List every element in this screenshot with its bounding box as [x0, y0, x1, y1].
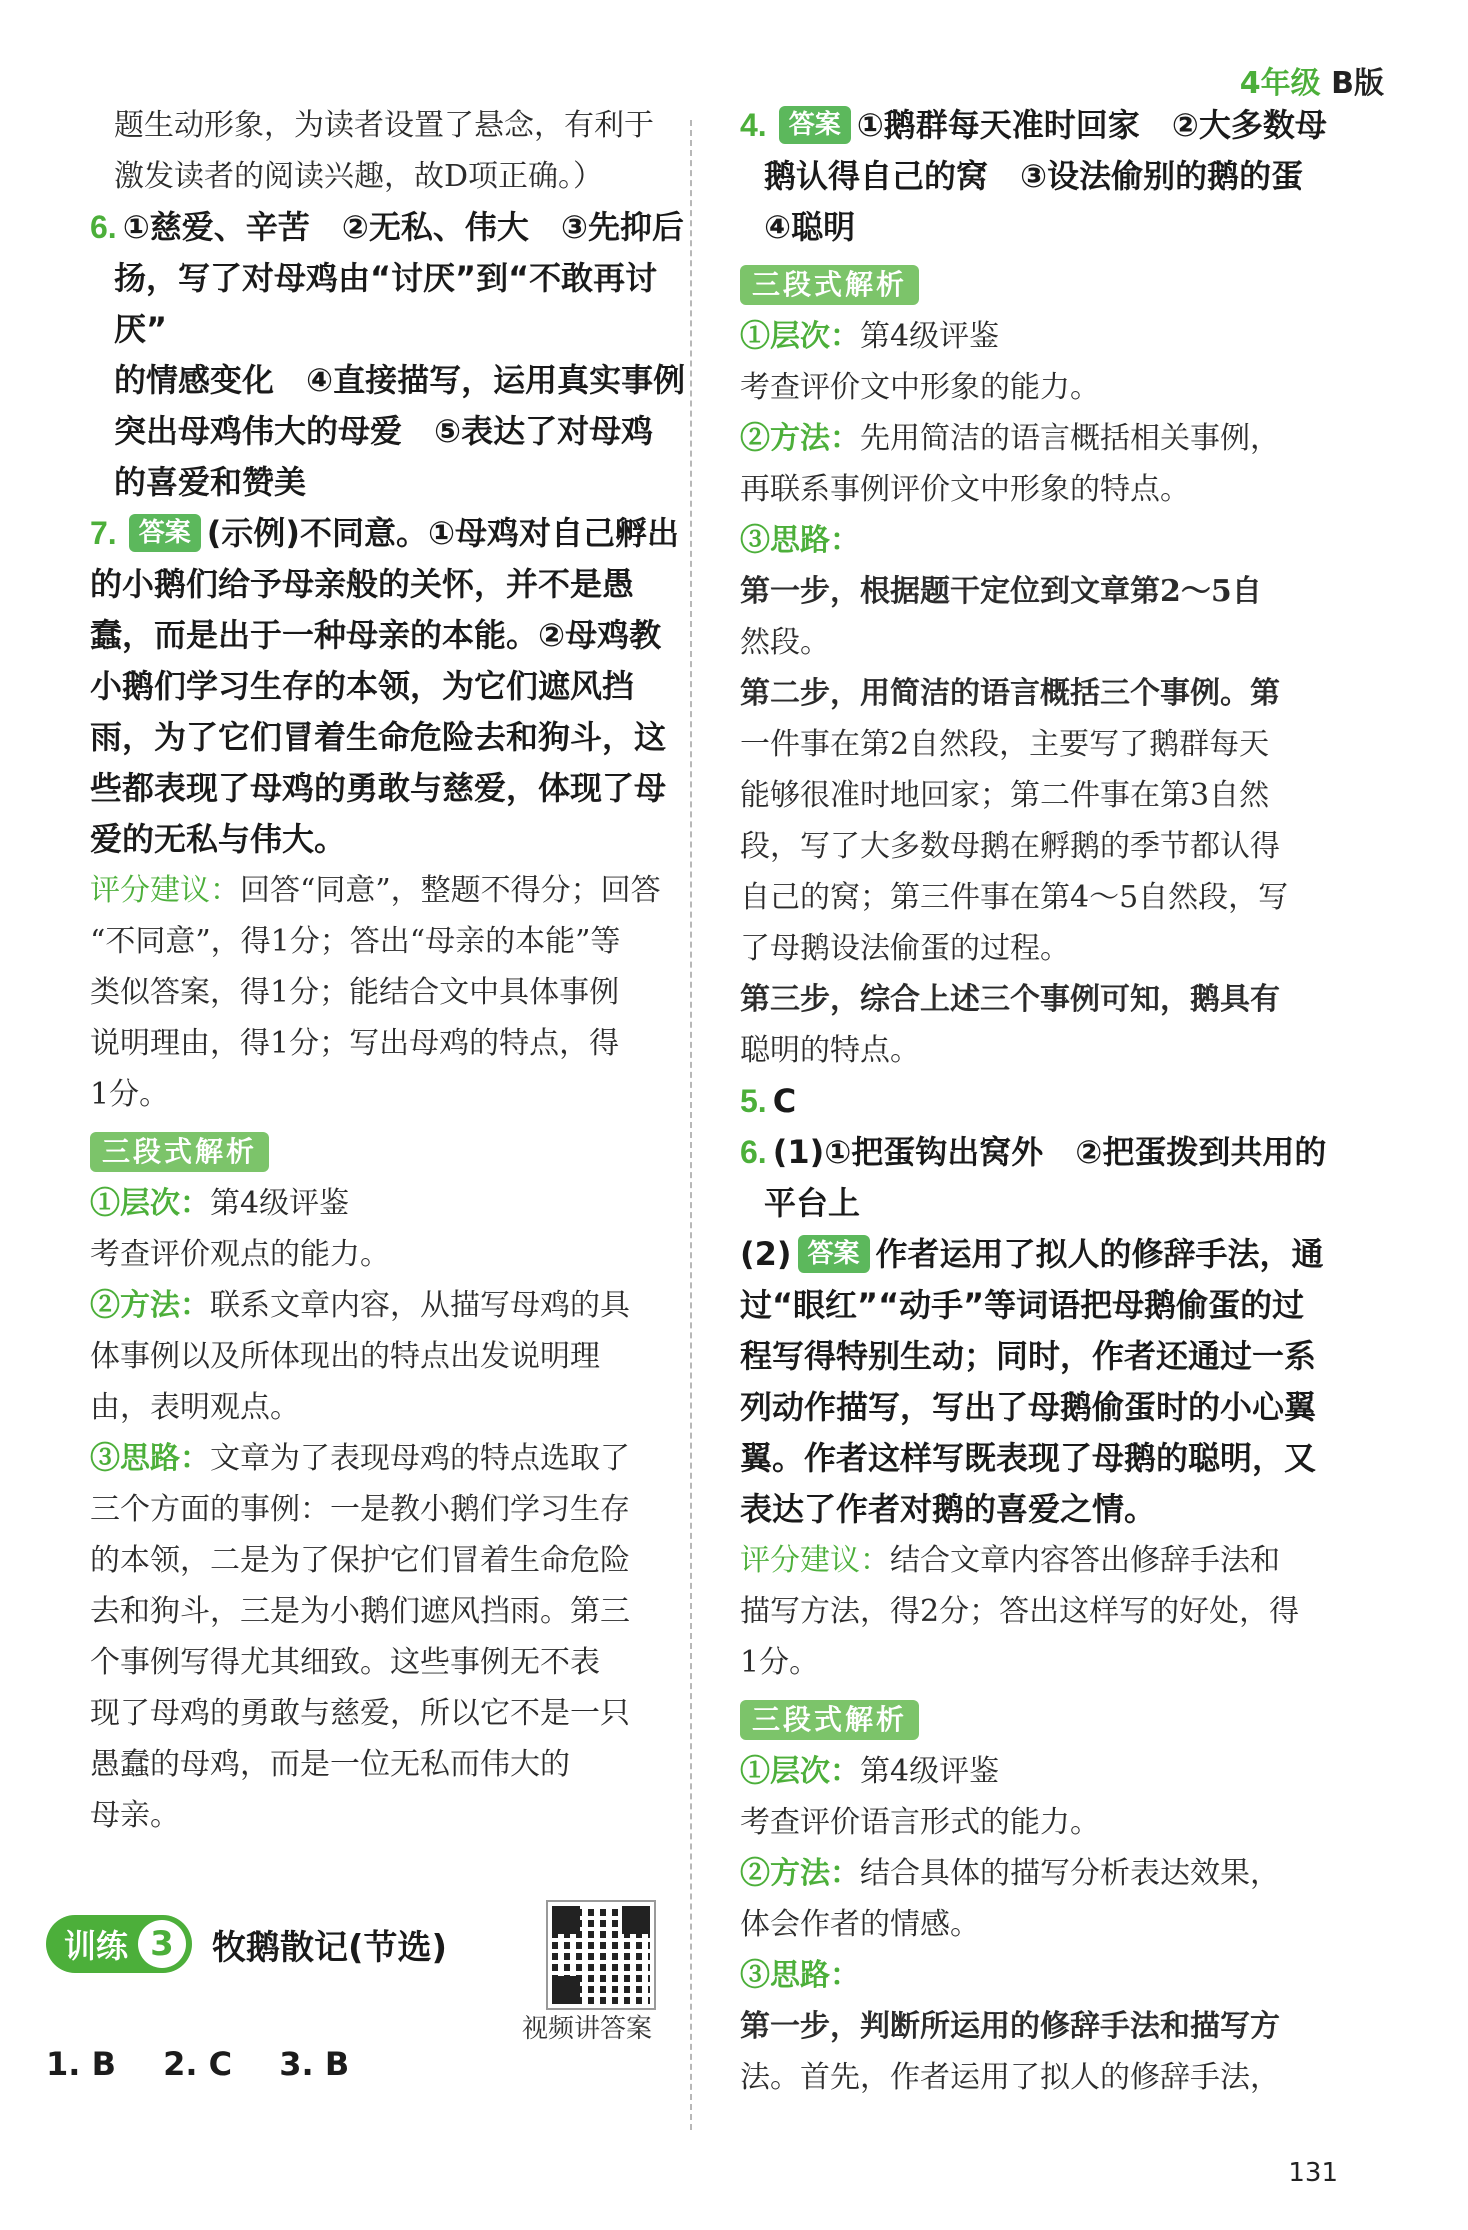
analysis-method — [90, 1280, 690, 1331]
q6-part2-prefix: (2) — [740, 1235, 792, 1273]
method-line: 由，表明观点。 — [90, 1390, 300, 1425]
question-number: 5. — [740, 1083, 767, 1119]
score-line: 说明理由，得1分；写出母鸡的特点，得 — [90, 1026, 620, 1061]
idea-line: 第一步，根据题干定位到文章第2～5自 — [740, 574, 1262, 609]
level-label: ①层次： — [740, 1754, 860, 1789]
training-number: 3 — [138, 1920, 186, 1968]
score-line: 描写方法，得2分；答出这样写的好处，得 — [740, 1594, 1300, 1629]
method-label: ②方法： — [90, 1288, 210, 1323]
intro-line: 激发读者的阅读兴趣，故D项正确。） — [114, 159, 604, 194]
analysis-idea — [740, 515, 1380, 566]
method-label: ②方法： — [740, 421, 860, 456]
level-label: ①层次： — [740, 319, 860, 354]
idea-line: 愚蠢的母鸡，而是一位无私而伟大的 — [90, 1747, 570, 1782]
three-step-analysis-tag: 三段式解析 — [90, 1132, 269, 1172]
score-line: 类似答案，得1分；能结合文中具体事例 — [90, 975, 620, 1010]
idea-label: ③思路： — [90, 1441, 210, 1476]
q7-line: 小鹅们学习生存的本领，为它们遮风挡 — [90, 667, 635, 705]
answer-2: 2. C — [163, 2045, 233, 2083]
three-step-analysis-tag: 三段式解析 — [740, 265, 919, 305]
idea-line: 文章为了表现母鸡的特点选取了 — [210, 1441, 630, 1476]
analysis-method — [740, 1848, 1380, 1899]
analysis-level — [740, 1746, 1380, 1797]
analysis-level — [90, 1178, 690, 1229]
answer-tag: 答案 — [129, 514, 201, 552]
edition-label: B版 — [1331, 66, 1384, 101]
q4-line: ④聪明 — [764, 208, 856, 246]
method-line: 先用简洁的语言概括相关事例， — [860, 421, 1280, 456]
idea-line: 聪明的特点。 — [740, 1033, 920, 1068]
q6-line: (1)①把蛋钩出窝外 ②把蛋拨到共用的 — [772, 1133, 1327, 1171]
answer-tag: 答案 — [779, 106, 851, 144]
q6-line: 翼。作者这样写既表现了母鹅的聪明，又 — [740, 1439, 1317, 1477]
q6-part2 — [740, 1229, 1380, 1280]
method-line: 结合具体的描写分析表达效果， — [860, 1856, 1280, 1891]
q6-line: ①慈爱、辛苦 ②无私、伟大 ③先抑后 — [122, 208, 684, 246]
question-4 — [740, 100, 1380, 151]
idea-line: 法。首先，作者运用了拟人的修辞手法， — [740, 2060, 1280, 2095]
q6-line: 的喜爱和赞美 — [114, 463, 307, 501]
level-desc: 考查评价文中形象的能力。 — [740, 370, 1100, 405]
question-number: 6. — [740, 1134, 767, 1170]
left-column — [90, 100, 690, 1841]
idea-line: 第二步，用简洁的语言概括三个事例。第 — [740, 676, 1280, 711]
answer-1: 1. B — [46, 2045, 116, 2083]
idea-line: 现了母鸡的勇敢与慈爱，所以它不是一只 — [90, 1696, 630, 1731]
level-text: 第4级评鉴 — [210, 1186, 350, 1221]
training-title: 牧鹅散记(节选) — [212, 1927, 448, 1968]
method-line: 联系文章内容，从描写母鸡的具 — [210, 1288, 630, 1323]
idea-line: 第一步，判断所运用的修辞手法和描写方 — [740, 2009, 1280, 2044]
idea-line: 母亲。 — [90, 1798, 180, 1833]
level-label: ①层次： — [90, 1186, 210, 1221]
score-label: 评分建议： — [740, 1543, 890, 1578]
score-suggestion — [90, 865, 690, 916]
score-line: 1分。 — [90, 1077, 170, 1112]
idea-line: 了母鹅设法偷蛋的过程。 — [740, 931, 1070, 966]
score-line: 1分。 — [740, 1645, 820, 1680]
score-line: “不同意”，得1分；答出“母亲的本能”等 — [90, 924, 621, 959]
q7-line: 蠢，而是出于一种母亲的本能。②母鸡教 — [90, 616, 662, 654]
analysis-idea — [740, 1950, 1380, 2001]
q5-answer: C — [772, 1082, 797, 1120]
score-line: 回答“同意”，整题不得分；回答 — [240, 873, 661, 908]
idea-line: 去和狗斗，三是为小鹅们遮风挡雨。第三 — [90, 1594, 630, 1629]
q6-line: 作者运用了拟人的修辞手法，通 — [875, 1235, 1324, 1273]
q4-line: 鹅认得自己的窝 ③设法偷别的鹅的蛋 — [764, 157, 1304, 195]
score-suggestion — [740, 1535, 1380, 1586]
q6-line: 表达了作者对鹅的喜爱之情。 — [740, 1490, 1157, 1528]
q7-line: 雨，为了它们冒着生命危险去和狗斗，这 — [90, 718, 667, 756]
three-step-analysis-tag: 三段式解析 — [740, 1700, 919, 1740]
q6-line: 扬，写了对母鸡由“讨厌”到“不敢再讨厌” — [114, 259, 658, 348]
idea-line: 能够很准时地回家；第二件事在第3自然 — [740, 778, 1270, 813]
q6-line: 的情感变化 ④直接描写，运用真实事例 — [114, 361, 686, 399]
question-number: 4. — [740, 107, 767, 143]
question-number: 7. — [90, 515, 117, 551]
intro-line: 题生动形象，为读者设置了悬念，有利于 — [114, 108, 654, 143]
question-number: 6. — [90, 209, 117, 245]
idea-label: ③思路： — [740, 523, 860, 558]
short-answers — [46, 2045, 385, 2083]
idea-line: 一件事在第2自然段，主要写了鹅群每天 — [740, 727, 1270, 762]
idea-line: 然段。 — [740, 625, 830, 660]
q6-line: 过“眼红”“动手”等词语把母鹅偷蛋的过 — [740, 1286, 1305, 1324]
method-line: 体事例以及所体现出的特点出发说明理 — [90, 1339, 600, 1374]
analysis-method — [740, 413, 1380, 464]
idea-line: 段，写了大多数母鹅在孵鹅的季节都认得 — [740, 829, 1280, 864]
question-6 — [740, 1127, 1380, 1178]
idea-line: 自己的窝；第三件事在第4～5自然段，写 — [740, 880, 1289, 915]
answer-tag: 答案 — [798, 1235, 870, 1273]
qr-code-icon[interactable] — [548, 1902, 654, 2008]
score-line: 结合文章内容答出修辞手法和 — [890, 1543, 1280, 1578]
q6-line: 列动作描写，写出了母鹅偷蛋时的小心翼 — [740, 1388, 1317, 1426]
grade-edition-header — [1240, 58, 1384, 102]
q6-line: 程写得特别生动；同时，作者还通过一系 — [740, 1337, 1317, 1375]
question-7 — [90, 508, 690, 559]
grade-label: 4年级 — [1239, 66, 1321, 101]
q7-line: (示例)不同意。①母鸡对自己孵出 — [206, 514, 680, 552]
q7-line: 些都表现了母鸡的勇敢与慈爱，体现了母 — [90, 769, 667, 807]
idea-line: 三个方面的事例：一是教小鹅们学习生存 — [90, 1492, 630, 1527]
q6-line: 平台上 — [764, 1184, 861, 1222]
q4-line: ①鹅群每天准时回家 ②大多数母 — [856, 106, 1327, 144]
method-label: ②方法： — [740, 1856, 860, 1891]
q7-line: 的小鹅们给予母亲般的关怀，并不是愚 — [90, 565, 635, 603]
training-badge — [46, 1915, 192, 1973]
question-5 — [740, 1076, 1380, 1127]
idea-label: ③思路： — [740, 1958, 860, 1993]
idea-line: 的本领，二是为了保护它们冒着生命危险 — [90, 1543, 630, 1578]
q7-line: 爱的无私与伟大。 — [90, 820, 347, 858]
training-header — [46, 1915, 447, 1973]
idea-line: 个事例写得尤其细致。这些事例无不表 — [90, 1645, 600, 1680]
question-6 — [90, 202, 690, 253]
level-text: 第4级评鉴 — [860, 1754, 1000, 1789]
level-desc: 考查评价语言形式的能力。 — [740, 1805, 1100, 1840]
column-divider — [690, 120, 692, 2130]
method-line: 体会作者的情感。 — [740, 1907, 980, 1942]
score-label: 评分建议： — [90, 873, 240, 908]
level-desc: 考查评价观点的能力。 — [90, 1237, 390, 1272]
q6-line: 突出母鸡伟大的母爱 ⑤表达了对母鸡 — [114, 412, 654, 450]
answer-3: 3. B — [279, 2045, 350, 2083]
page-number: 131 — [1288, 2158, 1338, 2188]
analysis-level — [740, 311, 1380, 362]
right-column — [740, 100, 1380, 2103]
training-label: 训练 — [64, 1927, 129, 1965]
qr-caption: 视频讲答案 — [522, 2014, 653, 2044]
analysis-idea — [90, 1433, 690, 1484]
idea-line: 第三步，综合上述三个事例可知，鹅具有 — [740, 982, 1280, 1017]
method-line: 再联系事例评价文中形象的特点。 — [740, 472, 1190, 507]
level-text: 第4级评鉴 — [860, 319, 1000, 354]
